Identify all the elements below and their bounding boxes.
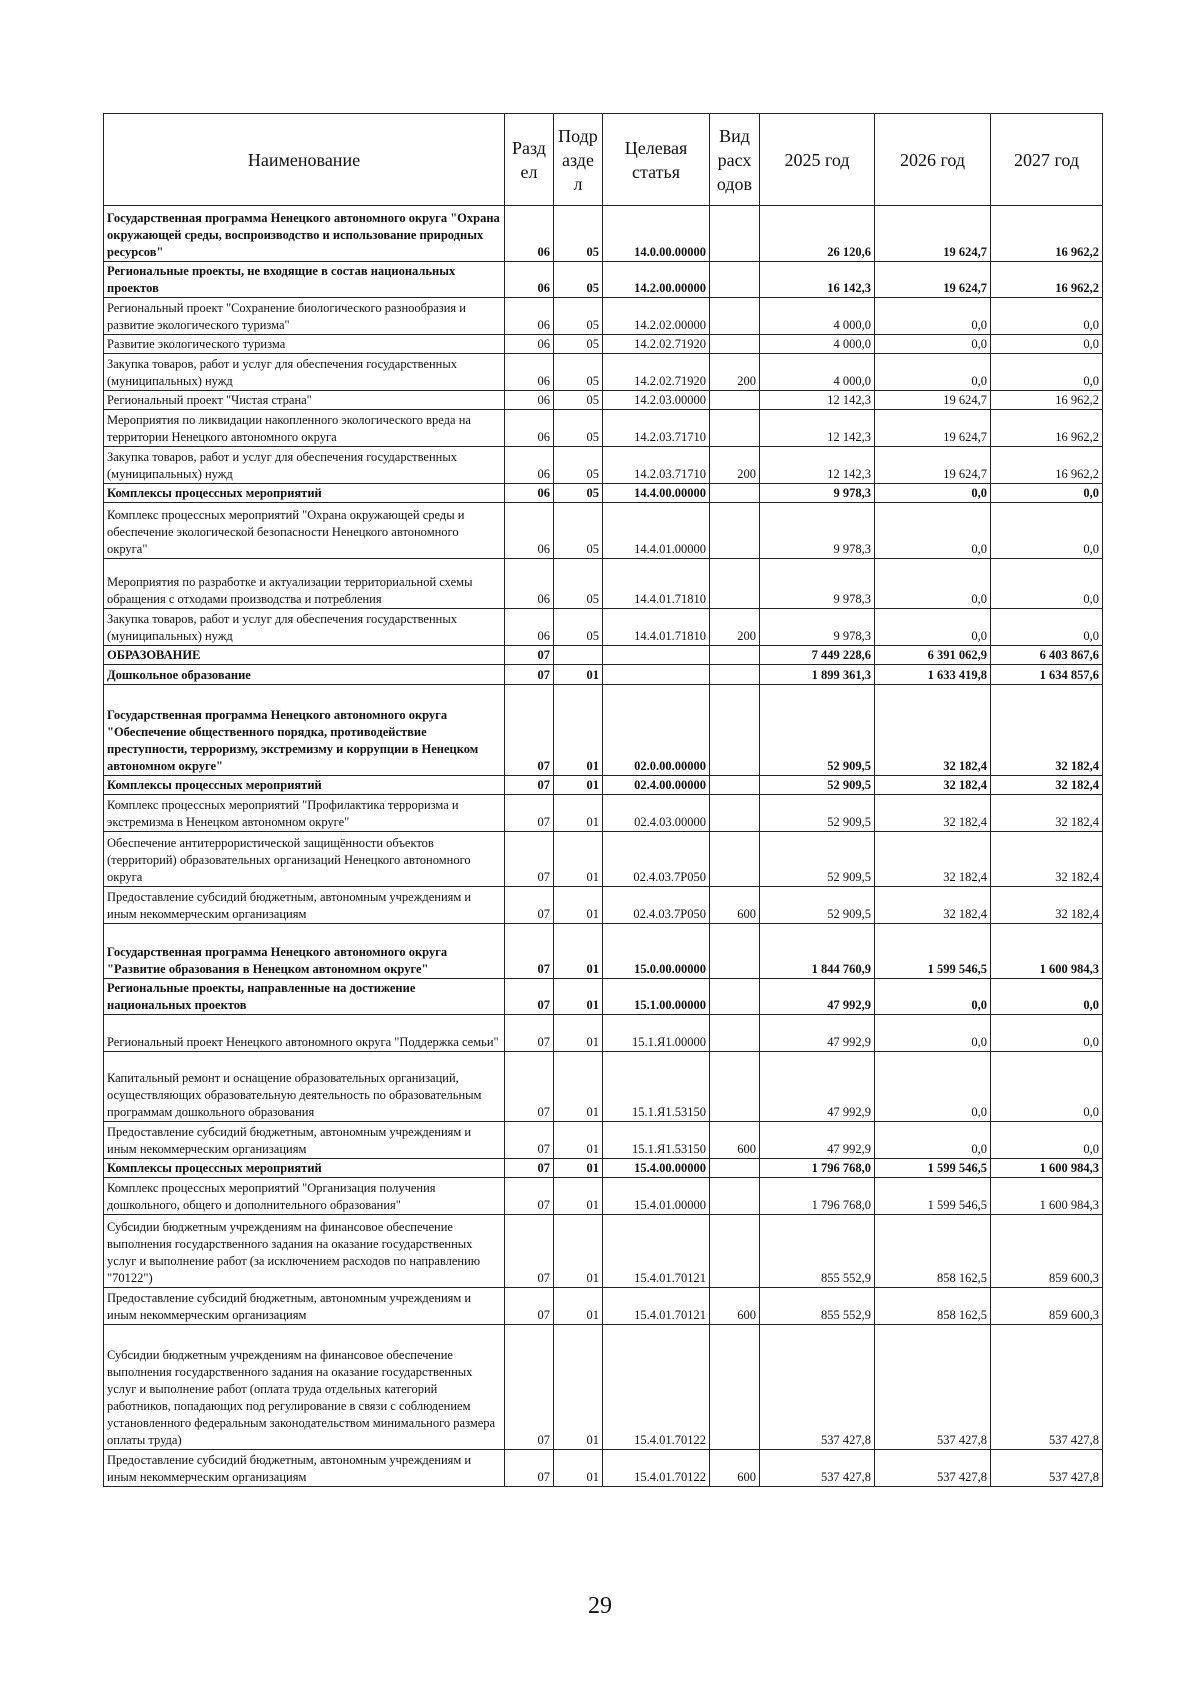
row-amount-2025: 1 796 768,0: [760, 1178, 875, 1215]
row-name: Мероприятия по ликвидации накопленного экологического вреда на территории Ненецкого автономного округа: [104, 410, 505, 447]
row-expense-type: [710, 979, 760, 1015]
row-expense-type: [710, 665, 760, 685]
row-amount-2026: 1 599 546,5: [875, 1178, 991, 1215]
row-expense-type: 600: [710, 1288, 760, 1325]
row-amount-2026: 0,0: [875, 335, 991, 354]
row-amount-2026: 1 633 419,8: [875, 665, 991, 685]
row-amount-2027: 6 403 867,6: [991, 646, 1103, 665]
table-row: [104, 410, 1103, 447]
row-amount-2026: 537 427,8: [875, 1325, 991, 1450]
row-target-article: 14.2.02.71920: [603, 354, 710, 391]
row-expense-type: [710, 1178, 760, 1215]
row-name: Капитальный ремонт и оснащение образовательных организаций, осуществляющих образовательную деятельность по образовательным программам дошкольного образования: [104, 1052, 505, 1122]
row-name: Субсидии бюджетным учреждениям на финансовое обеспечение выполнения государственного задания на оказание государственных услуг и выполнение работ (оплата труда отдельных категорий работников, попадающих под регулирование в связи с соблюдением установленного федеральным законодательством минимального размера оплаты труда): [104, 1325, 505, 1450]
table-row: [104, 1015, 1103, 1052]
row-section: 06: [505, 391, 554, 410]
row-section: 07: [505, 1215, 554, 1288]
row-name: Региональные проекты, не входящие в состав национальных проектов: [104, 262, 505, 298]
row-subsection: 01: [554, 832, 603, 887]
row-amount-2025: 855 552,9: [760, 1288, 875, 1325]
row-subsection: 01: [554, 1288, 603, 1325]
header-expense-type: Вид расх одов: [710, 114, 760, 206]
row-section: 07: [505, 1159, 554, 1178]
row-amount-2026: 0,0: [875, 354, 991, 391]
row-amount-2027: 1 600 984,3: [991, 924, 1103, 979]
row-amount-2026: 32 182,4: [875, 776, 991, 795]
table-row: [104, 776, 1103, 795]
row-name: Государственная программа Ненецкого автономного округа "Обеспечение общественного порядка, противодействие преступности, терроризму, экстремизму и коррупции в Ненецком автономном округе": [104, 685, 505, 776]
row-amount-2025: 52 909,5: [760, 685, 875, 776]
row-subsection: 01: [554, 979, 603, 1015]
row-name: Государственная программа Ненецкого автономного округа "Развитие образования в Ненецком автономном округе": [104, 924, 505, 979]
row-amount-2027: 32 182,4: [991, 832, 1103, 887]
table-row: [104, 391, 1103, 410]
row-expense-type: [710, 262, 760, 298]
row-section: 06: [505, 262, 554, 298]
row-amount-2025: 12 142,3: [760, 391, 875, 410]
row-amount-2026: 0,0: [875, 609, 991, 646]
row-target-article: 14.2.02.00000: [603, 298, 710, 335]
row-amount-2025: 537 427,8: [760, 1450, 875, 1487]
header-target-article: Целевая статья: [603, 114, 710, 206]
table-row: [104, 559, 1103, 609]
row-name: Обеспечение антитеррористической защищённости объектов (территорий) образовательных организаций Ненецкого автономного округа: [104, 832, 505, 887]
row-amount-2026: 0,0: [875, 1122, 991, 1159]
row-target-article: 14.4.01.00000: [603, 503, 710, 559]
table-row: [104, 665, 1103, 685]
table-body: [104, 206, 1103, 1487]
row-subsection: 05: [554, 354, 603, 391]
row-amount-2027: 16 962,2: [991, 447, 1103, 484]
row-amount-2025: 537 427,8: [760, 1325, 875, 1450]
row-amount-2026: 0,0: [875, 559, 991, 609]
row-expense-type: [710, 206, 760, 262]
row-amount-2027: 1 600 984,3: [991, 1159, 1103, 1178]
row-amount-2027: 16 962,2: [991, 391, 1103, 410]
row-amount-2027: 0,0: [991, 1122, 1103, 1159]
table-row: [104, 1178, 1103, 1215]
row-target-article: 14.4.01.71810: [603, 609, 710, 646]
row-subsection: 05: [554, 609, 603, 646]
row-expense-type: [710, 484, 760, 503]
row-amount-2027: 0,0: [991, 979, 1103, 1015]
row-expense-type: [710, 335, 760, 354]
row-subsection: 05: [554, 410, 603, 447]
row-name: Региональный проект "Сохранение биологического разнообразия и развитие экологического туризма": [104, 298, 505, 335]
row-target-article: 02.0.00.00000: [603, 685, 710, 776]
row-section: 07: [505, 924, 554, 979]
row-amount-2027: 1 634 857,6: [991, 665, 1103, 685]
header-subsection: Подр азде л: [554, 114, 603, 206]
row-subsection: 05: [554, 503, 603, 559]
table-row: [104, 1215, 1103, 1288]
row-name: Предоставление субсидий бюджетным, автономным учреждениям и иным некоммерческим организациям: [104, 1450, 505, 1487]
row-amount-2027: 16 962,2: [991, 206, 1103, 262]
row-amount-2026: 1 599 546,5: [875, 1159, 991, 1178]
table-row: [104, 335, 1103, 354]
table-row: [104, 1122, 1103, 1159]
table-row: [104, 685, 1103, 776]
row-subsection: 01: [554, 1015, 603, 1052]
row-expense-type: 200: [710, 447, 760, 484]
row-target-article: 15.4.01.70122: [603, 1450, 710, 1487]
row-amount-2026: 0,0: [875, 298, 991, 335]
row-amount-2025: 52 909,5: [760, 776, 875, 795]
row-subsection: 05: [554, 335, 603, 354]
row-expense-type: 600: [710, 1450, 760, 1487]
row-amount-2027: 0,0: [991, 1015, 1103, 1052]
row-amount-2027: 0,0: [991, 298, 1103, 335]
row-subsection: 05: [554, 206, 603, 262]
row-amount-2027: 0,0: [991, 484, 1103, 503]
row-subsection: 01: [554, 1178, 603, 1215]
row-target-article: 15.1.Я1.00000: [603, 1015, 710, 1052]
row-section: 06: [505, 447, 554, 484]
row-amount-2025: 1 899 361,3: [760, 665, 875, 685]
row-expense-type: [710, 1159, 760, 1178]
table-row: [104, 503, 1103, 559]
row-section: 06: [505, 298, 554, 335]
row-target-article: 15.1.00.00000: [603, 979, 710, 1015]
header-year-2025: 2025 год: [760, 114, 875, 206]
row-target-article: 15.4.01.70122: [603, 1325, 710, 1450]
row-amount-2027: 0,0: [991, 503, 1103, 559]
row-amount-2027: 859 600,3: [991, 1288, 1103, 1325]
row-subsection: 01: [554, 1450, 603, 1487]
table-row: [104, 1052, 1103, 1122]
row-expense-type: [710, 298, 760, 335]
row-subsection: 01: [554, 665, 603, 685]
row-amount-2026: 0,0: [875, 979, 991, 1015]
row-amount-2025: 47 992,9: [760, 1015, 875, 1052]
row-amount-2027: 16 962,2: [991, 262, 1103, 298]
header-year-2026: 2026 год: [875, 114, 991, 206]
row-name: Региональные проекты, направленные на достижение национальных проектов: [104, 979, 505, 1015]
row-section: 07: [505, 832, 554, 887]
row-amount-2026: 32 182,4: [875, 795, 991, 832]
row-amount-2027: 0,0: [991, 354, 1103, 391]
row-amount-2027: 0,0: [991, 1052, 1103, 1122]
page-number: 29: [588, 1593, 612, 1619]
row-target-article: 02.4.03.7Р050: [603, 887, 710, 924]
row-section: 07: [505, 1450, 554, 1487]
row-name: Предоставление субсидий бюджетным, автономным учреждениям и иным некоммерческим организациям: [104, 1122, 505, 1159]
row-subsection: 05: [554, 262, 603, 298]
row-section: 06: [505, 559, 554, 609]
row-amount-2026: 19 624,7: [875, 410, 991, 447]
row-expense-type: 600: [710, 1122, 760, 1159]
row-amount-2025: 9 978,3: [760, 484, 875, 503]
row-expense-type: [710, 1325, 760, 1450]
header-year-2027: 2027 год: [991, 114, 1103, 206]
table-header-row: [104, 114, 1103, 206]
row-amount-2025: 47 992,9: [760, 1122, 875, 1159]
row-amount-2025: 47 992,9: [760, 1052, 875, 1122]
row-target-article: 15.0.00.00000: [603, 924, 710, 979]
row-section: 06: [505, 503, 554, 559]
row-target-article: 14.4.01.71810: [603, 559, 710, 609]
row-target-article: 02.4.00.00000: [603, 776, 710, 795]
row-expense-type: [710, 559, 760, 609]
row-section: 07: [505, 1178, 554, 1215]
row-target-article: 02.4.03.00000: [603, 795, 710, 832]
row-section: 07: [505, 1052, 554, 1122]
row-name: Региональный проект "Чистая страна": [104, 391, 505, 410]
row-amount-2026: 19 624,7: [875, 206, 991, 262]
row-target-article: 14.2.03.71710: [603, 447, 710, 484]
row-section: 06: [505, 206, 554, 262]
row-amount-2025: 4 000,0: [760, 298, 875, 335]
row-subsection: 01: [554, 685, 603, 776]
row-amount-2025: 52 909,5: [760, 832, 875, 887]
row-name: Закупка товаров, работ и услуг для обеспечения государственных (муниципальных) нужд: [104, 447, 505, 484]
table-row: [104, 832, 1103, 887]
row-section: 07: [505, 795, 554, 832]
header-name: Наименование: [104, 114, 505, 206]
row-target-article: 15.1.Я1.53150: [603, 1052, 710, 1122]
row-name: Комплекс процессных мероприятий "Профилактика терроризма и экстремизма в Ненецком автономном округе": [104, 795, 505, 832]
row-amount-2026: 32 182,4: [875, 685, 991, 776]
row-section: 06: [505, 484, 554, 503]
row-amount-2026: 0,0: [875, 1015, 991, 1052]
row-amount-2025: 52 909,5: [760, 887, 875, 924]
row-name: ОБРАЗОВАНИЕ: [104, 646, 505, 665]
row-amount-2025: 9 978,3: [760, 503, 875, 559]
table-row: [104, 887, 1103, 924]
row-amount-2025: 12 142,3: [760, 447, 875, 484]
row-section: 06: [505, 410, 554, 447]
row-section: 07: [505, 776, 554, 795]
row-amount-2027: 537 427,8: [991, 1325, 1103, 1450]
row-name: Комплекс процессных мероприятий "Охрана окружающей среды и обеспечение экологической безопасности Ненецкого автономного округа": [104, 503, 505, 559]
row-expense-type: [710, 1015, 760, 1052]
row-amount-2026: 858 162,5: [875, 1215, 991, 1288]
row-subsection: 05: [554, 298, 603, 335]
row-section: 07: [505, 665, 554, 685]
row-amount-2027: 0,0: [991, 559, 1103, 609]
row-amount-2026: 537 427,8: [875, 1450, 991, 1487]
row-name: Комплексы процессных мероприятий: [104, 484, 505, 503]
row-subsection: 05: [554, 391, 603, 410]
table-row: [104, 206, 1103, 262]
table-row: [104, 354, 1103, 391]
row-amount-2026: 19 624,7: [875, 391, 991, 410]
table-row: [104, 1325, 1103, 1450]
row-target-article: 15.4.01.00000: [603, 1178, 710, 1215]
row-amount-2025: 4 000,0: [760, 354, 875, 391]
row-name: Предоставление субсидий бюджетным, автономным учреждениям и иным некоммерческим организациям: [104, 1288, 505, 1325]
row-subsection: 01: [554, 1052, 603, 1122]
table-row: [104, 262, 1103, 298]
row-amount-2027: 32 182,4: [991, 776, 1103, 795]
row-section: 07: [505, 1325, 554, 1450]
row-name: Закупка товаров, работ и услуг для обеспечения государственных (муниципальных) нужд: [104, 609, 505, 646]
row-target-article: 14.2.02.71920: [603, 335, 710, 354]
row-name: Комплекс процессных мероприятий "Организация получения дошкольного, общего и дополнительного образования": [104, 1178, 505, 1215]
row-expense-type: [710, 776, 760, 795]
row-amount-2026: 19 624,7: [875, 262, 991, 298]
row-name: Комплексы процессных мероприятий: [104, 1159, 505, 1178]
table-row: [104, 646, 1103, 665]
row-amount-2027: 16 962,2: [991, 410, 1103, 447]
table-row: [104, 484, 1103, 503]
row-name: Комплексы процессных мероприятий: [104, 776, 505, 795]
row-section: 07: [505, 646, 554, 665]
row-amount-2027: 32 182,4: [991, 887, 1103, 924]
row-target-article: 14.0.00.00000: [603, 206, 710, 262]
row-expense-type: [710, 503, 760, 559]
row-expense-type: [710, 924, 760, 979]
row-target-article: 14.4.00.00000: [603, 484, 710, 503]
row-expense-type: [710, 832, 760, 887]
table-row: [104, 979, 1103, 1015]
row-target-article: [603, 665, 710, 685]
row-amount-2026: 32 182,4: [875, 832, 991, 887]
budget-table: [103, 113, 1103, 1487]
row-name: Дошкольное образование: [104, 665, 505, 685]
row-name: Предоставление субсидий бюджетным, автономным учреждениям и иным некоммерческим организациям: [104, 887, 505, 924]
row-expense-type: [710, 1215, 760, 1288]
row-target-article: 15.4.00.00000: [603, 1159, 710, 1178]
table-row: [104, 298, 1103, 335]
row-target-article: [603, 646, 710, 665]
row-amount-2027: 0,0: [991, 609, 1103, 646]
row-amount-2025: 12 142,3: [760, 410, 875, 447]
row-section: 07: [505, 887, 554, 924]
row-target-article: 14.2.00.00000: [603, 262, 710, 298]
row-target-article: 14.2.03.71710: [603, 410, 710, 447]
row-name: Региональный проект Ненецкого автономного округа "Поддержка семьи": [104, 1015, 505, 1052]
row-amount-2026: 1 599 546,5: [875, 924, 991, 979]
row-amount-2025: 9 978,3: [760, 609, 875, 646]
row-expense-type: 600: [710, 887, 760, 924]
table-row: [104, 1288, 1103, 1325]
row-amount-2025: 16 142,3: [760, 262, 875, 298]
row-name: Закупка товаров, работ и услуг для обеспечения государственных (муниципальных) нужд: [104, 354, 505, 391]
row-section: 06: [505, 354, 554, 391]
row-amount-2025: 52 909,5: [760, 795, 875, 832]
table-row: [104, 795, 1103, 832]
row-target-article: 15.4.01.70121: [603, 1215, 710, 1288]
row-subsection: 05: [554, 447, 603, 484]
row-subsection: 01: [554, 887, 603, 924]
row-subsection: 01: [554, 776, 603, 795]
row-name: Субсидии бюджетным учреждениям на финансовое обеспечение выполнения государственного задания на оказание государственных услуг и выполнение работ (за исключением расходов по направлению "70122"): [104, 1215, 505, 1288]
row-subsection: 05: [554, 484, 603, 503]
row-name: Развитие экологического туризма: [104, 335, 505, 354]
table-row: [104, 1450, 1103, 1487]
row-section: 07: [505, 1288, 554, 1325]
table-row: [104, 447, 1103, 484]
row-section: 07: [505, 1122, 554, 1159]
row-amount-2027: 0,0: [991, 335, 1103, 354]
row-amount-2027: 537 427,8: [991, 1450, 1103, 1487]
table-row: [104, 609, 1103, 646]
row-expense-type: [710, 795, 760, 832]
row-subsection: 01: [554, 1122, 603, 1159]
row-amount-2025: 4 000,0: [760, 335, 875, 354]
row-subsection: 01: [554, 795, 603, 832]
row-target-article: 15.1.Я1.53150: [603, 1122, 710, 1159]
row-amount-2025: 855 552,9: [760, 1215, 875, 1288]
row-subsection: [554, 646, 603, 665]
row-expense-type: [710, 646, 760, 665]
row-expense-type: 200: [710, 354, 760, 391]
row-amount-2026: 0,0: [875, 484, 991, 503]
row-section: 06: [505, 609, 554, 646]
row-amount-2025: 7 449 228,6: [760, 646, 875, 665]
header-section: Разд ел: [505, 114, 554, 206]
table-row: [104, 1159, 1103, 1178]
row-section: 06: [505, 335, 554, 354]
row-subsection: 01: [554, 924, 603, 979]
row-section: 07: [505, 685, 554, 776]
row-section: 07: [505, 1015, 554, 1052]
row-subsection: 01: [554, 1159, 603, 1178]
row-amount-2027: 32 182,4: [991, 795, 1103, 832]
row-expense-type: 200: [710, 609, 760, 646]
row-section: 07: [505, 979, 554, 1015]
table-row: [104, 924, 1103, 979]
row-name: Государственная программа Ненецкого автономного округа "Охрана окружающей среды, воспроизводство и использование природных ресурсов": [104, 206, 505, 262]
row-amount-2026: 0,0: [875, 503, 991, 559]
row-amount-2027: 859 600,3: [991, 1215, 1103, 1288]
row-amount-2025: 47 992,9: [760, 979, 875, 1015]
row-amount-2026: 19 624,7: [875, 447, 991, 484]
row-amount-2027: 1 600 984,3: [991, 1178, 1103, 1215]
row-amount-2025: 1 796 768,0: [760, 1159, 875, 1178]
row-subsection: 01: [554, 1215, 603, 1288]
row-expense-type: [710, 391, 760, 410]
row-amount-2026: 6 391 062,9: [875, 646, 991, 665]
row-amount-2026: 0,0: [875, 1052, 991, 1122]
row-amount-2025: 9 978,3: [760, 559, 875, 609]
row-name: Мероприятия по разработке и актуализации территориальной схемы обращения с отходами производства и потребления: [104, 559, 505, 609]
row-target-article: 14.2.03.00000: [603, 391, 710, 410]
row-amount-2025: 26 120,6: [760, 206, 875, 262]
row-subsection: 01: [554, 1325, 603, 1450]
row-amount-2026: 858 162,5: [875, 1288, 991, 1325]
row-amount-2025: 1 844 760,9: [760, 924, 875, 979]
row-amount-2026: 32 182,4: [875, 887, 991, 924]
row-subsection: 05: [554, 559, 603, 609]
row-target-article: 02.4.03.7Р050: [603, 832, 710, 887]
row-amount-2027: 32 182,4: [991, 685, 1103, 776]
row-expense-type: [710, 685, 760, 776]
row-target-article: 15.4.01.70121: [603, 1288, 710, 1325]
row-expense-type: [710, 410, 760, 447]
row-expense-type: [710, 1052, 760, 1122]
